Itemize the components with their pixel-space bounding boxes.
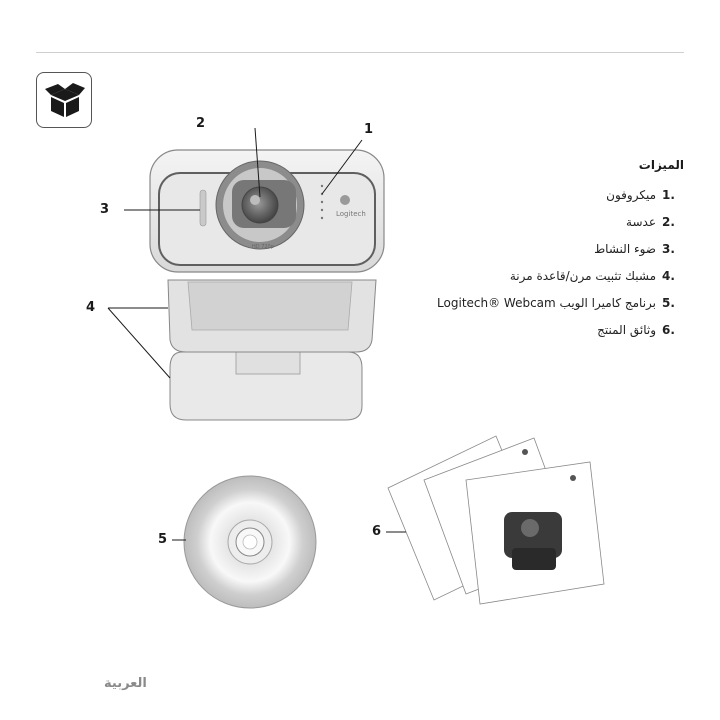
callout-5: 5 xyxy=(158,532,168,547)
callout-2: 2 xyxy=(196,116,206,131)
language-label: العربية xyxy=(104,676,147,691)
feature-item: 3.ضوء النشاط xyxy=(594,242,675,256)
feature-item: 2.عدسة xyxy=(626,215,675,229)
features-list xyxy=(384,158,684,344)
feature-item: 6.وثائق المنتج xyxy=(597,323,675,337)
feature-item: 5.برنامج كاميرا الويب Logitech® Webcam xyxy=(437,296,675,310)
callout-6: 6 xyxy=(372,524,382,539)
feature-item: 4.مشبك تثبيت مرن/قاعدة مرنة xyxy=(509,269,675,283)
features-title: الميزات xyxy=(638,158,684,172)
webcam-brand: Logitech xyxy=(336,210,366,218)
cd-illustration xyxy=(184,476,316,608)
callout-4: 4 xyxy=(86,300,96,315)
feature-item: 1.ميكروفون xyxy=(606,188,675,202)
callout-1: 1 xyxy=(364,122,374,137)
callout-3: 3 xyxy=(100,202,110,217)
webcam-model: HD 720p xyxy=(252,244,274,250)
documents-illustration xyxy=(388,436,604,604)
